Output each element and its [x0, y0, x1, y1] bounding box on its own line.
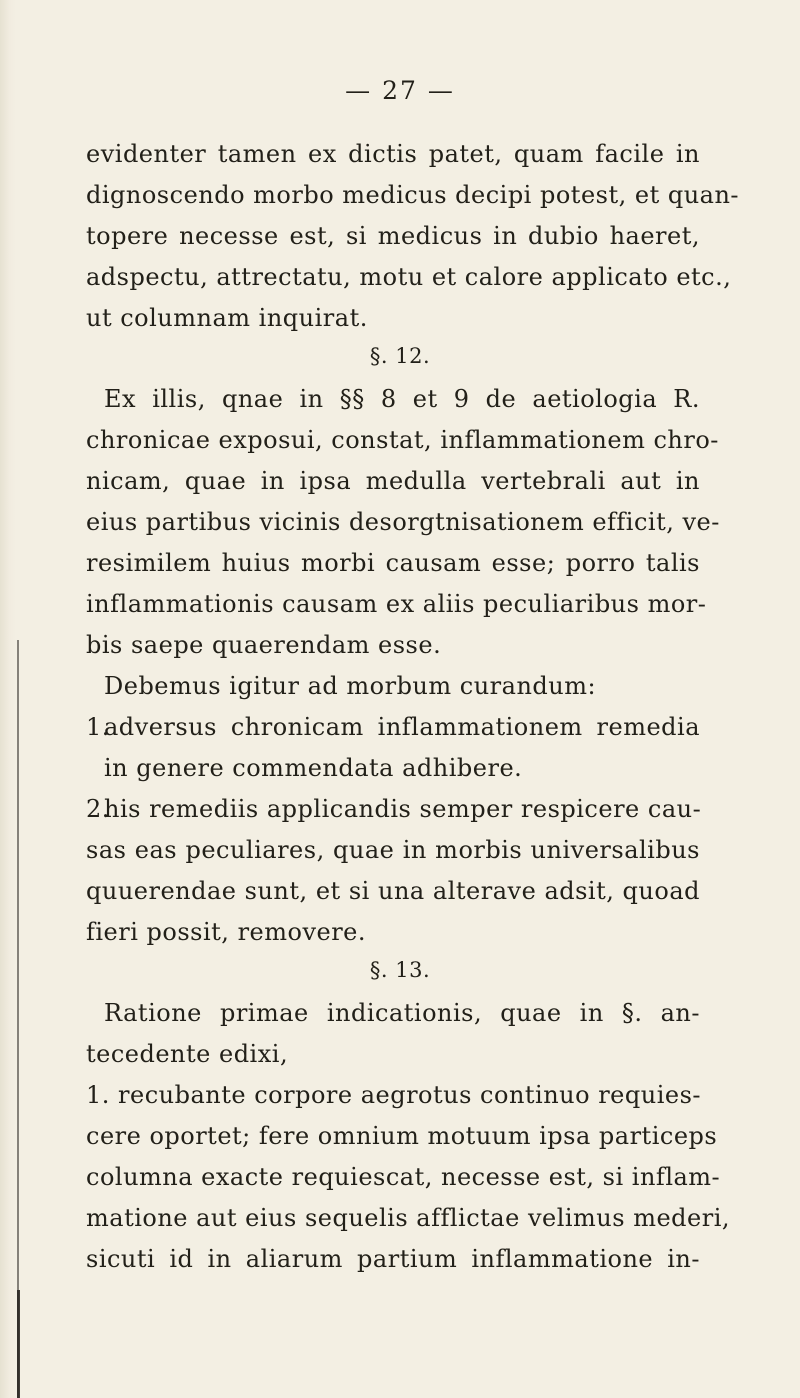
text-line: columna exacte requiescat, necesse est, si inflam-	[86, 1163, 721, 1191]
list-item	[86, 1081, 700, 1109]
list-item	[86, 795, 702, 823]
binding-edge-line	[17, 640, 19, 1398]
text-line: bis saepe quaerendam esse.	[86, 631, 442, 659]
list-number: 1.	[86, 1081, 110, 1109]
text-line: cere oportet; fere omnium motuum ipsa particeps	[86, 1122, 718, 1150]
text-line: dignoscendo morbo medicus decipi potest, et quan-	[86, 181, 740, 209]
list-item-text: his remediis applicandis semper respicere cau-	[104, 795, 702, 823]
text-line: topere necesse est, si medicus in dubio haeret,	[86, 222, 700, 250]
text-line: Ratione primae indicationis, quae in §. an-	[104, 999, 700, 1027]
text-line: Ex illis, qnae in §§ 8 et 9 de aetiologia R.	[104, 385, 700, 413]
text-line: tecedente edixi,	[86, 1040, 289, 1068]
text-line: fieri possit, removere.	[86, 918, 367, 946]
list-item-text: adversus chronicam inflammationem remedia	[104, 713, 700, 741]
text-line: sas eas peculiares, quae in morbis universalibus	[86, 836, 700, 864]
list-number: 2.	[86, 795, 110, 823]
text-line: nicam, quae in ipsa medulla vertebrali aut in	[86, 467, 700, 495]
text-line: in genere commendata adhibere.	[104, 754, 523, 782]
binding-edge-line-dark	[17, 1290, 20, 1398]
text-line: Debemus igitur ad morbum curandum:	[104, 672, 597, 700]
section-heading: §. 13.	[369, 958, 431, 982]
text-line: resimilem huius morbi causam esse; porro talis	[86, 549, 700, 577]
text-line: eius partibus vicinis desorgtnisationem efficit, ve-	[86, 508, 720, 536]
page-number: — 27 —	[345, 76, 455, 105]
list-number: 1.	[86, 713, 110, 741]
list-item-text: recubante corpore aegrotus continuo requies-	[118, 1081, 702, 1109]
text-line: matione aut eius sequelis afflictae velimus mederi,	[86, 1204, 731, 1232]
text-line: chronicae exposui, constat, inflammationem chro-	[86, 426, 719, 454]
text-line: sicuti id in aliarum partium inflammatione in-	[86, 1245, 700, 1273]
list-item	[86, 713, 700, 741]
text-line: ut columnam inquirat.	[86, 304, 368, 332]
section-heading: §. 12.	[369, 344, 431, 368]
text-line: inflammationis causam ex aliis peculiaribus mor-	[86, 590, 707, 618]
text-line: evidenter tamen ex dictis patet, quam facile in	[86, 140, 700, 168]
text-line: adspectu, attrectatu, motu et calore applicato etc.,	[86, 263, 732, 291]
book-spine-shadow	[0, 0, 16, 1398]
text-line: quuerendae sunt, et si una alterave adsit, quoad	[86, 877, 700, 905]
